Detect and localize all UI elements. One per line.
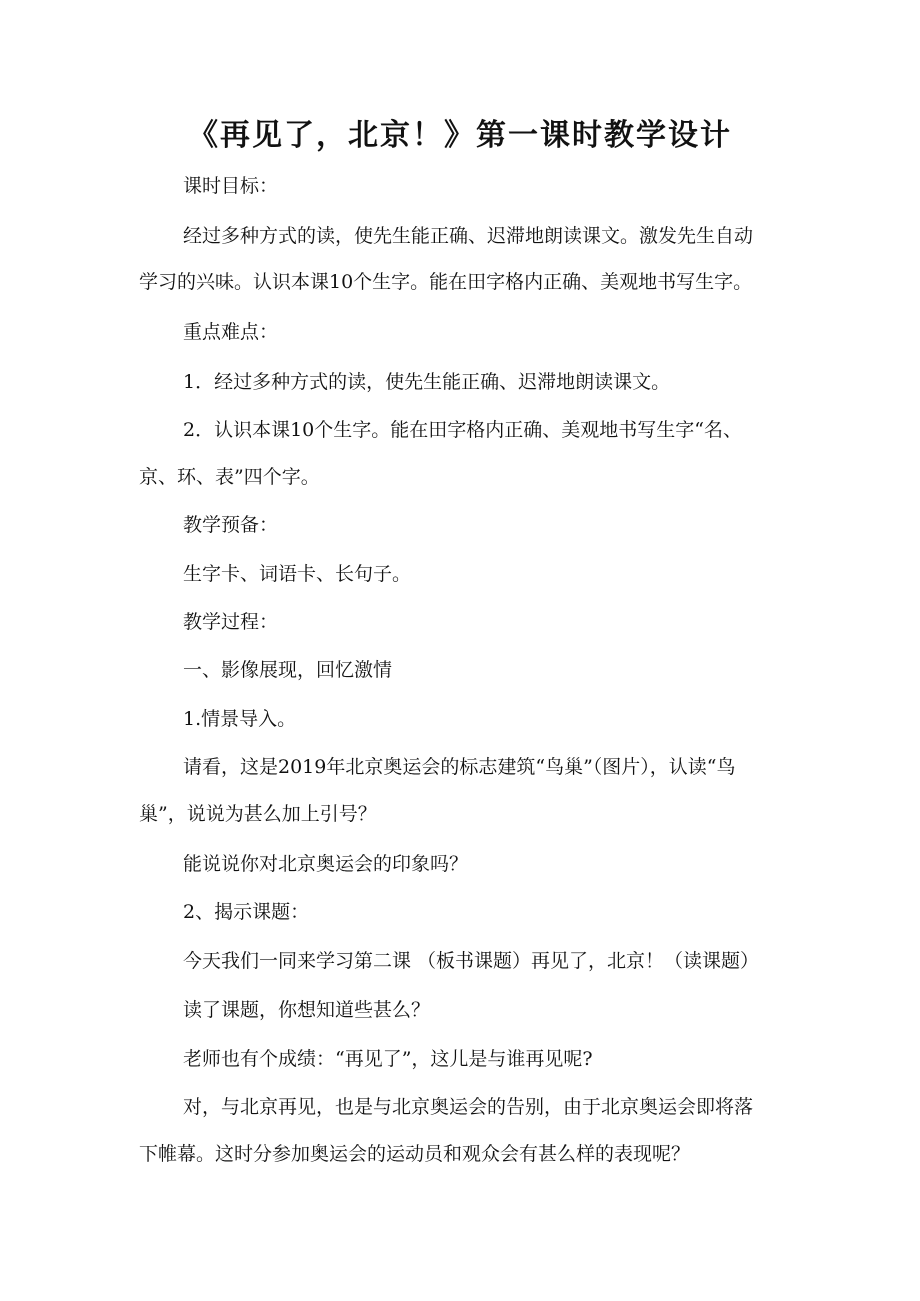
section-heading-preparation: 教学预备： — [183, 514, 279, 536]
paragraph-line: 经过多种方式的读，使先生能正确、迟滞地朗读课文。激发先生自动 — [183, 225, 754, 247]
paragraph-line: 能说说你对北京奥运会的印象吗？ — [183, 853, 469, 875]
list-item: 2．认识本课10个生字。能在田字格内正确、美观地书写生字“名、 — [183, 419, 742, 441]
paragraph-line: 下帷幕。这时分参加奥运会的运动员和观众会有甚么样的表现呢？ — [139, 1143, 691, 1165]
document-title: 《再见了，北京！》第一课时教学设计 — [188, 118, 732, 153]
list-item: 2、揭示课题： — [183, 901, 310, 923]
paragraph-line: 老师也有个成绩：“再见了”，这儿是与谁再见呢? — [183, 1048, 593, 1070]
section-heading-process: 教学过程： — [183, 611, 279, 633]
paragraph-line: 学习的兴味。认识本课10个生字。能在田字格内正确、美观地书写生字。 — [139, 271, 753, 293]
paragraph-line: 生字卡、词语卡、长句子。 — [183, 563, 412, 585]
section-heading-key-points: 重点难点： — [183, 321, 279, 343]
paragraph-line: 读了课题，你想知道些甚么？ — [183, 999, 431, 1021]
list-item: 1.情景导入。 — [183, 708, 297, 730]
paragraph-line: 京、环、表”四个字。 — [139, 466, 320, 488]
section-heading-objectives: 课时目标： — [183, 175, 279, 197]
paragraph-line: 今天我们一同来学习第二课 （板书课题）再见了，北京！（读课题） — [183, 950, 760, 972]
paragraph-line: 巢”，说说为甚么加上引号？ — [139, 803, 377, 825]
paragraph-line: 对，与北京再见，也是与北京奥运会的告别，由于北京奥运会即将落 — [183, 1096, 754, 1118]
list-item: 1．经过多种方式的读，使先生能正确、迟滞地朗读课文。 — [183, 371, 671, 393]
subsection-heading: 一、影像展现，回忆激情 — [183, 659, 393, 681]
paragraph-line: 请看，这是2019年北京奥运会的标志建筑“鸟巢”（图片），认读“鸟 — [183, 756, 736, 778]
